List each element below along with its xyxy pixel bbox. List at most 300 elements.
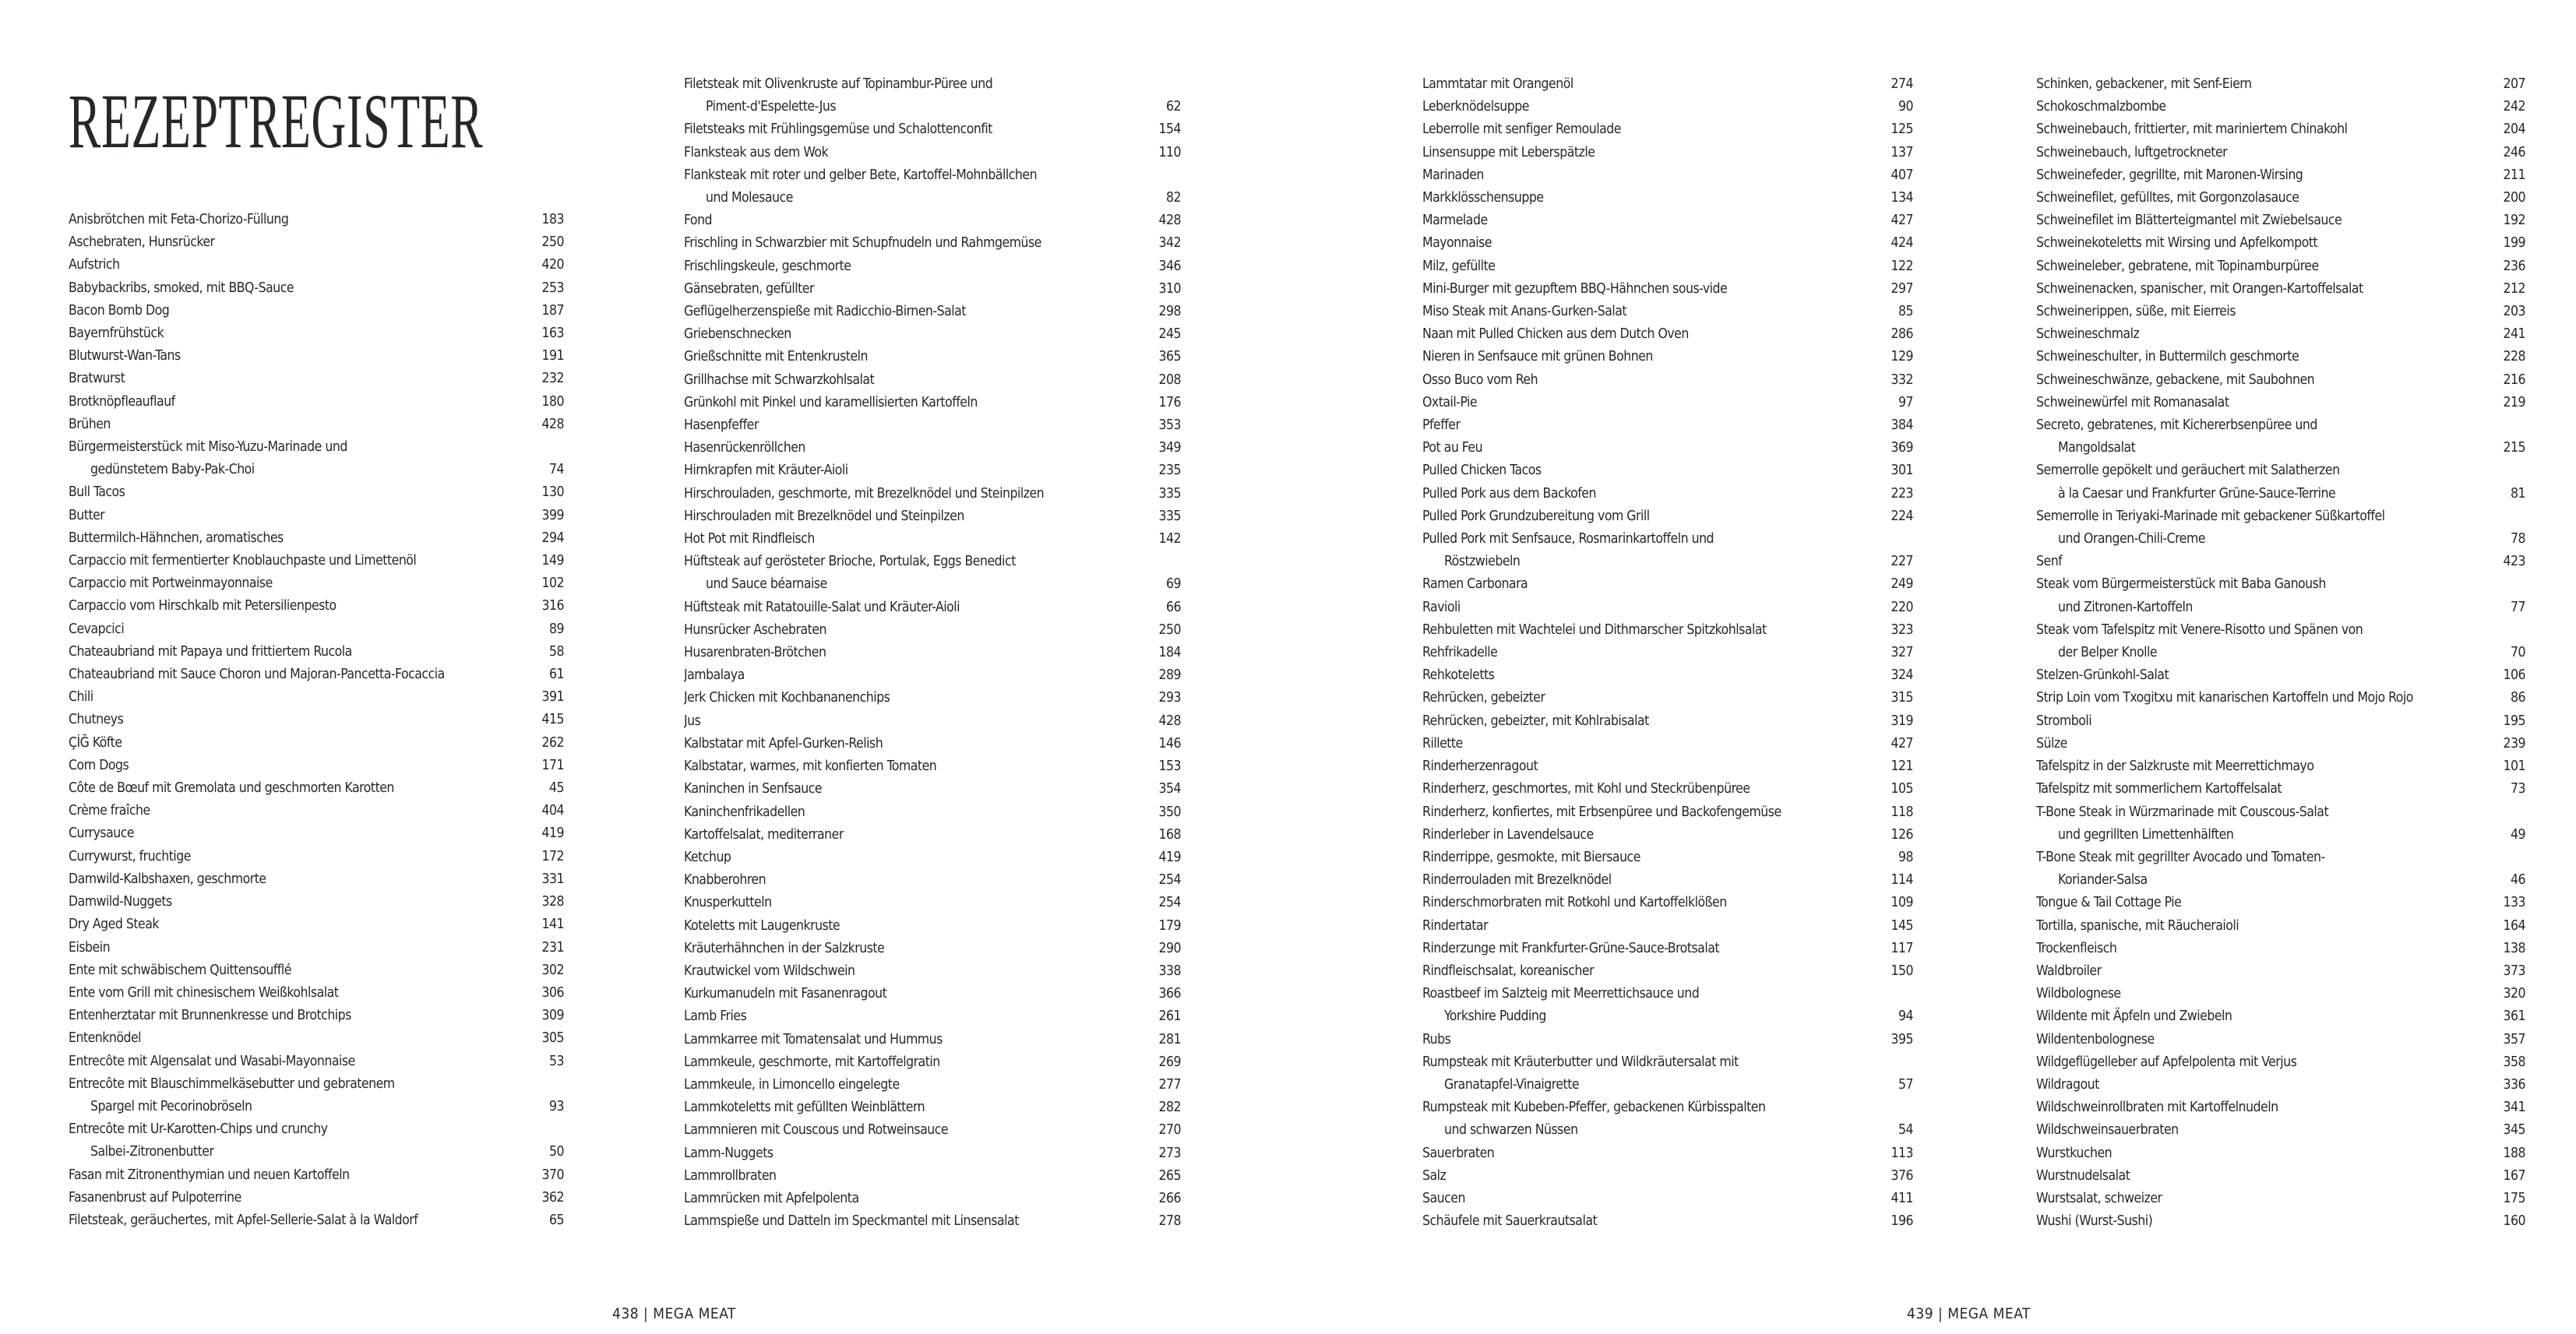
entry-title: Chateaubriand mit Sauce Choron und Majoran-Pancetta-Focaccia bbox=[69, 667, 445, 683]
entry-title: Wildente mit Äpfeln und Zwiebeln bbox=[2036, 1008, 2232, 1025]
page-number: 428 bbox=[1158, 213, 1181, 229]
entry-title: Hunsrücker Aschebraten bbox=[684, 621, 827, 638]
index-entry bbox=[684, 1119, 1181, 1142]
page-number: 376 bbox=[1891, 1167, 1913, 1184]
index-entry bbox=[1422, 960, 1913, 983]
page-number: 130 bbox=[541, 484, 564, 501]
entry-title: Pfeffer bbox=[1422, 417, 1461, 434]
page-number: 249 bbox=[1891, 576, 1913, 593]
page-number: 424 bbox=[1891, 235, 1913, 252]
entry-title: Lammkeule, geschmorte, mit Kartoffelgratin bbox=[684, 1054, 940, 1070]
page-number: 70 bbox=[2510, 645, 2525, 661]
page-number: 278 bbox=[1158, 1213, 1181, 1230]
entry-title: Schinken, gebackener, mit Senf-Eiern bbox=[2036, 76, 2252, 92]
index-entry bbox=[2036, 96, 2525, 118]
page-number: 420 bbox=[541, 257, 564, 273]
entry-title: Buttermilch-Hähnchen, aromatisches bbox=[69, 530, 284, 546]
entry-title: Sülze bbox=[2036, 735, 2067, 751]
entry-title: Kaninchenfrikadellen bbox=[684, 804, 805, 820]
index-entry bbox=[684, 1142, 1181, 1165]
entry-title: Wildschweinrollbraten mit Kartoffelnudeln bbox=[2036, 1100, 2278, 1116]
page-number: 172 bbox=[541, 848, 564, 864]
entry-title: Schweinebauch, frittierter, mit mariniertem Chinakohl bbox=[2036, 121, 2348, 138]
entry-title: Knabberohren bbox=[684, 872, 766, 889]
index-entry bbox=[684, 73, 1181, 118]
page-number: 266 bbox=[1158, 1190, 1181, 1206]
entry-title: Flanksteak aus dem Wok bbox=[684, 144, 829, 160]
entry-title: Pulled Pork Grundzubereitung vom Grill bbox=[1422, 508, 1650, 524]
page-number: 113 bbox=[1891, 1145, 1913, 1161]
page-number: 332 bbox=[1891, 371, 1913, 388]
entry-title: Hüftsteak mit Ratatouille-Salat und Kräuter-Aioli bbox=[684, 599, 960, 615]
entry-title: Schweinefilet, gefülltes, mit Gorgonzolasauce bbox=[2036, 190, 2299, 206]
entry-title: Pulled Chicken Tacos bbox=[1422, 463, 1542, 479]
entry-title: Pulled Pork mit Senfsauce, Rosmarinkartoffeln und bbox=[1422, 531, 1714, 547]
entry-title: Schweinefeder, gegrillte, mit Maronen-Wirsing bbox=[2036, 167, 2303, 183]
index-entry bbox=[684, 733, 1181, 755]
index-entry bbox=[1422, 187, 1913, 209]
page-number: 250 bbox=[541, 234, 564, 251]
index-entry bbox=[1422, 278, 1913, 301]
index-entry bbox=[1422, 505, 1913, 528]
page-number: 399 bbox=[541, 507, 564, 523]
page-number: 319 bbox=[1891, 713, 1913, 729]
page-number: 341 bbox=[2503, 1100, 2525, 1116]
entry-title: Naan mit Pulled Chicken aus dem Dutch Oven bbox=[1422, 326, 1689, 343]
page-number: 294 bbox=[541, 530, 564, 546]
index-entry bbox=[2036, 187, 2525, 209]
index-entry bbox=[2036, 209, 2525, 232]
entry-title: Leberknödelsuppe bbox=[1422, 99, 1529, 115]
entry-title: Jerk Chicken mit Kochbananenchips bbox=[684, 690, 890, 706]
page-number: 365 bbox=[1158, 349, 1181, 365]
page-number: 168 bbox=[1158, 826, 1181, 843]
page-number: 281 bbox=[1158, 1031, 1181, 1047]
entry-title: Wildentenbolognese bbox=[2036, 1031, 2155, 1047]
entry-title: Wildschweinsauerbraten bbox=[2036, 1122, 2179, 1139]
index-entry bbox=[684, 1074, 1181, 1096]
page-number: 101 bbox=[2503, 759, 2525, 775]
entry-title: Ravioli bbox=[1422, 599, 1461, 615]
entry-title: Schweineschmalz bbox=[2036, 326, 2140, 343]
index-entry bbox=[1422, 755, 1913, 778]
entry-title: Semerrolle gepökelt und geräuchert mit Salatherzen bbox=[2036, 463, 2340, 479]
page-number: 324 bbox=[1891, 667, 1913, 684]
page-number: 289 bbox=[1158, 667, 1181, 684]
index-entry bbox=[684, 619, 1181, 642]
index-entry bbox=[69, 391, 564, 414]
entry-title: Lammtatar mit Orangenöl bbox=[1422, 76, 1573, 92]
entry-title: Lammrollbraten bbox=[684, 1167, 777, 1184]
index-entry bbox=[1422, 664, 1913, 687]
index-entry bbox=[69, 505, 564, 527]
index-entry bbox=[684, 892, 1181, 914]
page-number: 346 bbox=[1158, 258, 1181, 274]
page-number: 50 bbox=[548, 1144, 564, 1160]
entry-title: Miso Steak mit Anans-Gurken-Salat bbox=[1422, 304, 1627, 320]
entry-title-continued: Koriander-Salsa bbox=[2058, 872, 2148, 889]
entry-title: Hüftsteak auf gerösteter Brioche, Portulak, Eggs Benedict bbox=[684, 554, 1016, 570]
entry-title: Filetsteak, geräuchertes, mit Apfel-Sellerie-Salat à la Waldorf bbox=[69, 1212, 418, 1228]
entry-title: Husarenbraten-Brötchen bbox=[684, 645, 826, 661]
page-number: 407 bbox=[1891, 167, 1913, 183]
page-number: 305 bbox=[541, 1030, 564, 1047]
index-entry bbox=[1422, 642, 1913, 664]
page-number: 220 bbox=[1891, 599, 1913, 615]
index-entry bbox=[1422, 96, 1913, 118]
entry-title: Sauerbraten bbox=[1422, 1145, 1495, 1161]
index-entry bbox=[2036, 573, 2525, 618]
page-number: 293 bbox=[1158, 690, 1181, 706]
entry-title: Rehkoteletts bbox=[1422, 667, 1495, 684]
page-number: 254 bbox=[1158, 872, 1181, 889]
page-number: 282 bbox=[1158, 1100, 1181, 1116]
index-entry bbox=[69, 527, 564, 550]
index-entry bbox=[684, 1051, 1181, 1074]
page-number: 241 bbox=[2503, 326, 2525, 343]
entry-title: Entenknödel bbox=[69, 1030, 142, 1047]
entry-title: Kurkumanudeln mit Fasanenragout bbox=[684, 986, 887, 1002]
page-number: 154 bbox=[1158, 121, 1181, 138]
index-entry bbox=[2036, 733, 2525, 755]
index-entry bbox=[69, 937, 564, 959]
page-number: 196 bbox=[1891, 1213, 1913, 1230]
entry-title: Flanksteak mit roter und gelber Bete, Kartoffel-Mohnbällchen bbox=[684, 167, 1038, 183]
page-number: 302 bbox=[541, 962, 564, 978]
page-number: 114 bbox=[1891, 872, 1913, 889]
index-entry bbox=[684, 824, 1181, 847]
page-number: 349 bbox=[1158, 440, 1181, 456]
page-number: 254 bbox=[1158, 895, 1181, 911]
index-entry bbox=[69, 822, 564, 845]
entry-title: Entrecôte mit Blauschimmelkäsebutter und gebratenem bbox=[69, 1075, 395, 1092]
entry-title: Tortilla, spanische, mit Räucheraioli bbox=[2036, 917, 2239, 934]
index-entry bbox=[1422, 437, 1913, 459]
page-number: 215 bbox=[2503, 440, 2525, 456]
index-entry bbox=[2036, 1051, 2525, 1074]
index-entry bbox=[1422, 915, 1913, 938]
entry-title: Waldbroiler bbox=[2036, 963, 2102, 979]
entry-title: Entrecôte mit Ur-Karotten-Chips und crunchy bbox=[69, 1121, 328, 1138]
page-number: 53 bbox=[548, 1053, 564, 1069]
page-number: 261 bbox=[1158, 1008, 1181, 1025]
page-number: 179 bbox=[1158, 917, 1181, 934]
entry-title: Schweinebauch, luftgetrockneter bbox=[2036, 144, 2228, 160]
entry-title: Pot au Feu bbox=[1422, 440, 1483, 456]
entry-title: Lammkoteletts mit gefüllten Weinblättern bbox=[684, 1100, 925, 1116]
index-entry bbox=[69, 846, 564, 868]
index-entry bbox=[1422, 164, 1913, 187]
page-number: 141 bbox=[541, 917, 564, 933]
entry-title: Rinderleber in Lavendelsauce bbox=[1422, 826, 1594, 843]
entry-title: Rehfrikadelle bbox=[1422, 645, 1498, 661]
page-number: 200 bbox=[2503, 190, 2525, 206]
page-number: 176 bbox=[1158, 394, 1181, 410]
page-number: 62 bbox=[1165, 99, 1181, 115]
entry-title: Hirnkrapfen mit Kräuter-Aioli bbox=[684, 463, 848, 479]
page-number: 384 bbox=[1891, 417, 1913, 434]
index-entry bbox=[2036, 1096, 2525, 1119]
entry-title: Schäufele mit Sauerkrautsalat bbox=[1422, 1213, 1598, 1230]
page-number: 269 bbox=[1158, 1054, 1181, 1070]
page-number: 232 bbox=[541, 371, 564, 387]
entry-title: Linsensuppe mit Leberspätzle bbox=[1422, 144, 1595, 160]
index-entry bbox=[69, 1005, 564, 1027]
page-number: 183 bbox=[541, 212, 564, 227]
index-entry bbox=[1422, 232, 1913, 255]
entry-title: Hot Pot mit Rindfleisch bbox=[684, 531, 815, 547]
entry-title: Stelzen-Grünkohl-Salat bbox=[2036, 667, 2169, 684]
index-entry bbox=[684, 710, 1181, 733]
entry-title: Kalbstatar mit Apfel-Gurken-Relish bbox=[684, 735, 883, 751]
entry-title: Carpaccio vom Hirschkalb mit Petersilienpesto bbox=[69, 598, 337, 614]
entry-title: Wurstsalat, schweizer bbox=[2036, 1190, 2162, 1206]
page-number: 149 bbox=[541, 553, 564, 569]
page-number: 242 bbox=[2503, 99, 2525, 115]
entry-title: Rehrücken, gebeizter bbox=[1422, 690, 1545, 706]
entry-title: Crème fraîche bbox=[69, 803, 150, 819]
index-entry bbox=[69, 1051, 564, 1073]
index-entry bbox=[2036, 847, 2525, 892]
page-number: 86 bbox=[2510, 690, 2525, 706]
index-entry bbox=[684, 960, 1181, 983]
index-entry bbox=[1422, 597, 1913, 619]
page-number: 212 bbox=[2503, 280, 2525, 297]
page-number: 419 bbox=[1158, 849, 1181, 865]
entry-title: Leberrolle mit senfiger Remoulade bbox=[1422, 121, 1621, 138]
page-number: 188 bbox=[2503, 1145, 2525, 1161]
index-entry bbox=[2036, 459, 2525, 505]
index-entry bbox=[684, 459, 1181, 482]
entry-title-continued: Spargel mit Pecorinobröseln bbox=[90, 1098, 252, 1114]
entry-title: Lamm-Nuggets bbox=[684, 1145, 774, 1161]
entry-title: Bürgermeisterstück mit Miso-Yuzu-Marinade und bbox=[69, 439, 347, 456]
entry-title: Currywurst, fruchtige bbox=[69, 848, 191, 864]
page-number: 78 bbox=[2510, 531, 2525, 547]
entry-title: Rindfleischsalat, koreanischer bbox=[1422, 963, 1595, 979]
page-number: 358 bbox=[2503, 1054, 2525, 1070]
page-number: 54 bbox=[1898, 1122, 1913, 1139]
index-entry bbox=[69, 709, 564, 731]
entry-title: Corn Dogs bbox=[69, 757, 129, 773]
index-entry bbox=[69, 1027, 564, 1050]
entry-title: T-Bone Steak in Würzmarinade mit Couscous-Salat bbox=[2036, 804, 2329, 820]
index-entry bbox=[2036, 551, 2525, 573]
index-entry bbox=[684, 142, 1181, 164]
entry-title: Mini-Burger mit gezupftem BBQ-Hähnchen sous-vide bbox=[1422, 280, 1728, 297]
index-entry bbox=[69, 641, 564, 663]
index-entry bbox=[1422, 483, 1913, 505]
entry-title: Tongue & Tail Cottage Pie bbox=[2036, 895, 2182, 911]
index-entry bbox=[69, 959, 564, 982]
entry-title: Jambalaya bbox=[684, 667, 745, 684]
entry-title: Fasan mit Zitronenthymian und neuen Kartoffeln bbox=[69, 1167, 350, 1183]
entry-title: Bratwurst bbox=[69, 371, 125, 387]
page-number: 142 bbox=[1158, 531, 1181, 547]
entry-title: Frischling in Schwarzbier mit Schupfnudeln und Rahmgemüse bbox=[684, 235, 1041, 252]
page-number: 228 bbox=[2503, 349, 2525, 365]
index-entry bbox=[2036, 505, 2525, 551]
index-entry bbox=[1422, 255, 1913, 278]
index-entry bbox=[684, 528, 1181, 551]
entry-title: Rinderzunge mit Frankfurter-Grüne-Sauce-Brotsalat bbox=[1422, 940, 1720, 956]
page-number: 45 bbox=[548, 780, 564, 797]
index-entry bbox=[1422, 209, 1913, 232]
index-entry bbox=[684, 232, 1181, 255]
page-number: 328 bbox=[541, 894, 564, 910]
index-entry bbox=[2036, 710, 2525, 733]
index-entry bbox=[1422, 528, 1913, 573]
index-entry bbox=[684, 915, 1181, 938]
index-entry bbox=[1422, 392, 1913, 414]
index-entry bbox=[2036, 1210, 2525, 1233]
page-number: 175 bbox=[2503, 1190, 2525, 1206]
index-entry bbox=[1422, 118, 1913, 141]
index-entry bbox=[684, 1096, 1181, 1119]
entry-title: Lamb Fries bbox=[684, 1008, 747, 1025]
entry-title: Schweineschwänze, gebackene, mit Saubohnen bbox=[2036, 371, 2315, 388]
page-number: 187 bbox=[541, 302, 564, 319]
entry-title: Lammkeule, in Limoncello eingelegte bbox=[684, 1076, 900, 1093]
entry-title-continued: und Molesauce bbox=[706, 190, 793, 206]
index-entry bbox=[69, 663, 564, 686]
index-entry bbox=[684, 301, 1181, 323]
page-number: 427 bbox=[1891, 735, 1913, 751]
page-number: 297 bbox=[1891, 280, 1913, 297]
entry-title: Aufstrich bbox=[69, 257, 120, 273]
index-entry bbox=[69, 1073, 564, 1118]
page-number: 274 bbox=[1891, 76, 1913, 92]
entry-title-continued: Piment-d'Espelette-Jus bbox=[706, 99, 837, 115]
page-number: 250 bbox=[1158, 621, 1181, 638]
index-entry bbox=[2036, 755, 2525, 778]
index-entry bbox=[684, 209, 1181, 232]
index-entry bbox=[2036, 1005, 2525, 1028]
page-number: 338 bbox=[1158, 963, 1181, 979]
index-entry bbox=[684, 369, 1181, 392]
entry-title: Wushi (Wurst-Sushi) bbox=[2036, 1213, 2153, 1230]
page-number: 180 bbox=[541, 393, 564, 410]
page-number: 342 bbox=[1158, 235, 1181, 252]
index-entry bbox=[684, 1005, 1181, 1028]
page-number: 164 bbox=[2503, 917, 2525, 934]
page-number: 163 bbox=[541, 326, 564, 342]
entry-title: T-Bone Steak mit gegrillter Avocado und Tomaten- bbox=[2036, 849, 2325, 865]
page-number: 316 bbox=[541, 598, 564, 614]
page-number: 122 bbox=[1891, 258, 1913, 274]
entry-title: Kaninchen in Senfsauce bbox=[684, 781, 823, 797]
index-entry bbox=[69, 1164, 564, 1187]
index-entry bbox=[684, 1210, 1181, 1233]
entry-title: Anisbrötchen mit Feta-Chorizo-Füllung bbox=[69, 212, 289, 227]
entry-title: Côte de Bœuf mit Gremolata und geschmorten Karotten bbox=[69, 780, 394, 797]
entry-title: Bayernfrühstück bbox=[69, 326, 164, 342]
index-entry bbox=[69, 345, 564, 368]
index-entry bbox=[69, 550, 564, 572]
entry-title: Schweineschulter, in Buttermilch geschmorte bbox=[2036, 349, 2299, 365]
page-number: 370 bbox=[541, 1167, 564, 1183]
index-entry bbox=[2036, 983, 2525, 1005]
index-entry bbox=[2036, 301, 2525, 323]
page-number: 65 bbox=[548, 1212, 564, 1228]
index-entry bbox=[684, 414, 1181, 437]
entry-title: Lammspieße und Datteln im Speckmantel mit Linsensalat bbox=[684, 1213, 1019, 1230]
index-entry bbox=[2036, 1029, 2525, 1051]
index-entry bbox=[69, 913, 564, 936]
index-entry bbox=[69, 777, 564, 800]
entry-title-continued: Yorkshire Pudding bbox=[1444, 1008, 1546, 1025]
index-entry bbox=[1422, 869, 1913, 892]
index-entry bbox=[2036, 346, 2525, 368]
page-number: 391 bbox=[541, 689, 564, 706]
index-entry bbox=[1422, 983, 1913, 1028]
index-entry bbox=[1422, 369, 1913, 392]
entry-title: Trockenfleisch bbox=[2036, 940, 2117, 956]
entry-title: Wildgeflügelleber auf Apfelpolenta mit Verjus bbox=[2036, 1054, 2297, 1070]
entry-title: Grießschnitte mit Entenkrusteln bbox=[684, 349, 869, 365]
index-entry bbox=[1422, 1165, 1913, 1188]
page-number: 57 bbox=[1898, 1076, 1913, 1093]
page-number: 427 bbox=[1891, 213, 1913, 229]
index-entry bbox=[684, 278, 1181, 301]
page-number: 138 bbox=[2503, 940, 2525, 956]
entry-title-continued: und gegrillten Limettenhälften bbox=[2058, 826, 2234, 843]
index-entry bbox=[69, 414, 564, 436]
entry-title-continued: der Belper Knolle bbox=[2058, 645, 2158, 661]
page-number: 362 bbox=[541, 1189, 564, 1206]
index-entry bbox=[1422, 573, 1913, 596]
page-number: 77 bbox=[2510, 599, 2525, 615]
page-number: 66 bbox=[1165, 599, 1181, 615]
index-entry bbox=[2036, 142, 2525, 164]
page-number: 134 bbox=[1891, 190, 1913, 206]
index-entry bbox=[2036, 1142, 2525, 1165]
entry-title-continued: Röstzwiebeln bbox=[1444, 554, 1521, 570]
page-number: 203 bbox=[2503, 304, 2525, 320]
entry-title: Geflügelherzenspieße mit Radicchio-Birnen-Salat bbox=[684, 304, 966, 320]
entry-title: Rubs bbox=[1422, 1031, 1451, 1047]
index-entry bbox=[2036, 278, 2525, 301]
entry-title: Bacon Bomb Dog bbox=[69, 302, 170, 319]
index-entry bbox=[69, 209, 564, 231]
page-number: 404 bbox=[541, 803, 564, 819]
page-number: 61 bbox=[548, 667, 564, 683]
index-entry bbox=[69, 436, 564, 481]
page-number: 106 bbox=[2503, 667, 2525, 684]
index-entry bbox=[69, 732, 564, 755]
entry-title: Secreto, gebratenes, mit Kichererbsenpüree und bbox=[2036, 417, 2317, 434]
index-entry bbox=[2036, 73, 2525, 96]
page-number: 160 bbox=[2503, 1213, 2525, 1230]
index-entry bbox=[69, 322, 564, 345]
index-entry bbox=[2036, 1119, 2525, 1142]
page-number: 253 bbox=[541, 280, 564, 296]
entry-title-continued: und schwarzen Nüssen bbox=[1444, 1122, 1578, 1139]
entry-title: Saucen bbox=[1422, 1190, 1465, 1206]
entry-title: Lammrücken mit Apfelpolenta bbox=[684, 1190, 859, 1206]
page-number: 49 bbox=[2510, 826, 2525, 843]
entry-title: Lammnieren mit Couscous und Rotweinsauce bbox=[684, 1122, 949, 1139]
folio-left: 438 | MEGA MEAT bbox=[612, 1305, 736, 1322]
entry-title: Milz, gefüllte bbox=[1422, 258, 1496, 274]
page-number: 335 bbox=[1158, 485, 1181, 502]
entry-title-continued: und Orangen-Chili-Creme bbox=[2058, 531, 2205, 547]
index-entry bbox=[1422, 301, 1913, 323]
entry-title: Steak vom Bürgermeisterstück mit Baba Ganoush bbox=[2036, 576, 2326, 593]
page-number: 369 bbox=[1891, 440, 1913, 456]
index-column-3 bbox=[1422, 73, 1913, 1233]
entry-title: Rinderherz, geschmortes, mit Kohl und Steckrübenpüree bbox=[1422, 781, 1750, 797]
